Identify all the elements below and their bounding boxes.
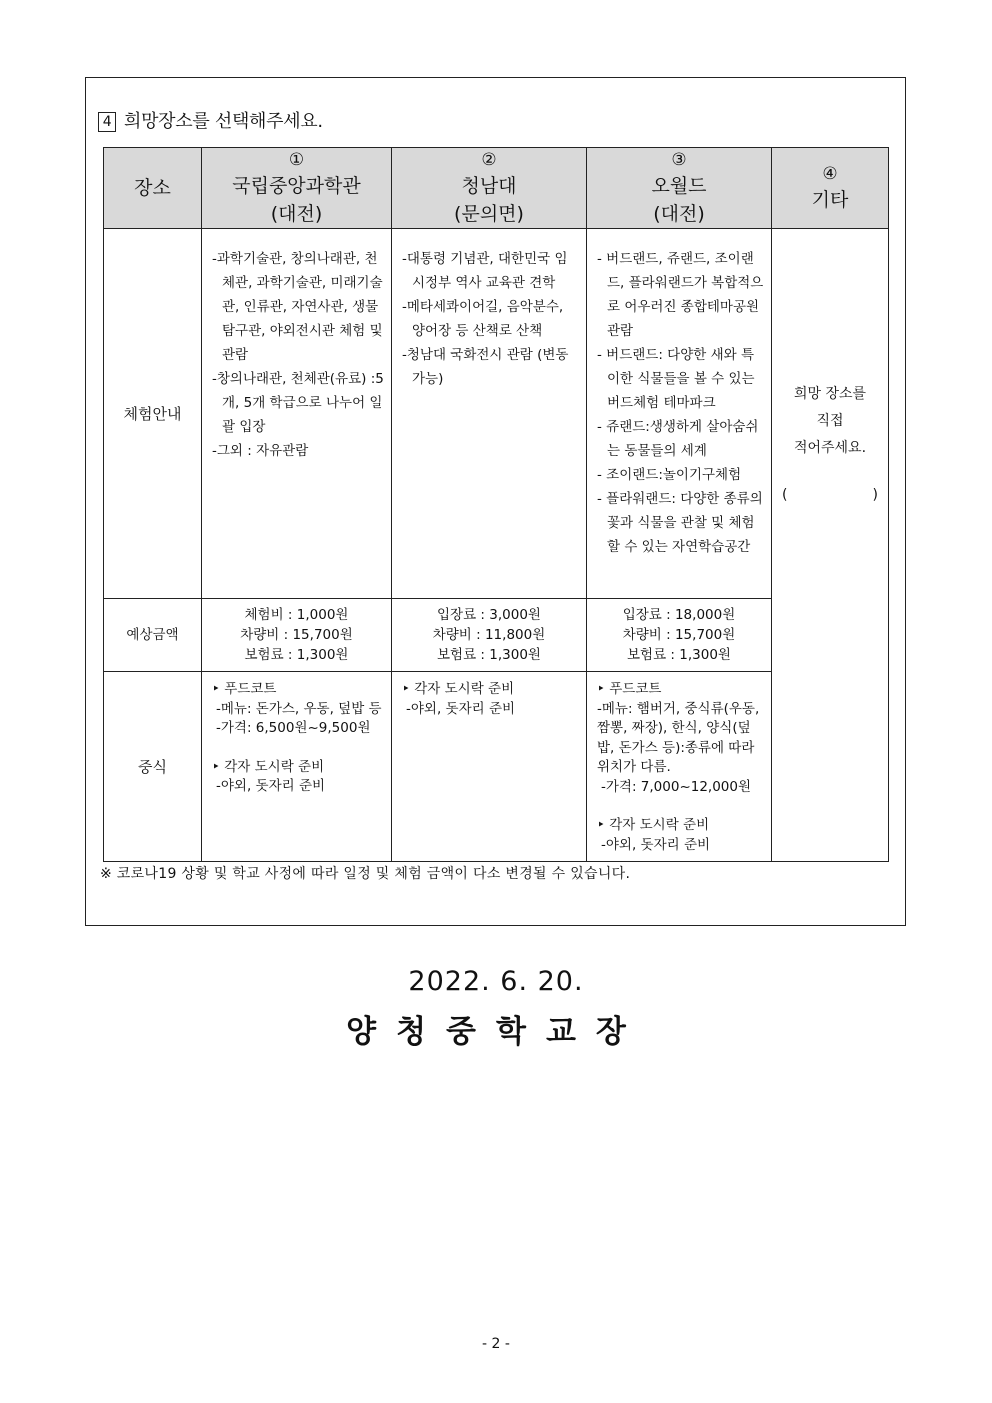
other-write-in-cell[interactable] [772,229,889,862]
lunch-box-note: -야외, 돗자리 준비 [216,778,326,794]
lunch-box: ‣ 각자 도시락 준비 [402,681,515,697]
option-name: 오월드 [651,175,707,197]
paren-close: ) [872,487,878,503]
header-place: 장소 [104,148,202,229]
guide-row [104,229,889,599]
fee-line: 입장료 : 3,000원 [437,607,541,623]
header-option-2[interactable] [392,148,587,229]
option-location: (대전) [270,203,323,225]
fee-option-1 [202,599,392,672]
option-number: ③ [671,150,687,170]
lunch-option-2 [392,672,587,862]
guide-item: -청남대 국화전시 관람 (변동 가능) [402,347,569,387]
question-text: 희망장소를 선택해주세요. [124,111,323,132]
guide-option-2 [392,229,587,599]
other-line: 적어주세요. [793,440,867,456]
header-row [104,148,889,229]
fee-option-2 [392,599,587,672]
option-location: (대전) [653,203,705,225]
fee-line: 차량비 : 11,800원 [432,627,546,643]
lunch-price: -가격: 7,000~12,000원 [601,778,752,795]
guide-item: -그외 : 자유관람 [212,443,309,459]
guide-option-1 [202,229,392,599]
paren-open: ( [782,487,788,503]
question-number: 4 [98,112,116,132]
lunch-option-3 [587,672,772,862]
fee-option-3 [587,599,772,672]
guide-item: -창의나래관, 천체관(유료) :5개, 5개 학급으로 나누어 일괄 입장 [212,371,384,435]
lunch-food-court: ‣ 푸드코트 [212,681,277,697]
guide-item: - 쥬랜드:생생하게 살아숨쉬는 동물들의 세계 [597,419,759,459]
option-number: ② [481,150,497,170]
header-option-4[interactable] [772,148,889,229]
lunch-menu: -메뉴: 햄버거, 중식류(우동, 짬뽕, 짜장), 한식, 양식(덮밥, 돈가스 등):종류에 따라 위치가 다름. [597,700,760,775]
issue-date: 2022. 6. 20. [408,966,584,997]
lunch-box: ‣ 각자 도시락 준비 [597,817,710,833]
principal-signature: 양청중학교장 [346,1014,646,1050]
other-line: 직접 [816,413,844,429]
option-name: 국립중앙과학관 [232,175,361,197]
fee-line: 차량비 : 15,700원 [240,627,353,643]
fee-line: 보험료 : 1,300원 [437,647,541,663]
option-location: (문의면) [454,203,524,225]
guide-item: -메타세콰이어길, 음악분수, 양어장 등 산책로 산책 [402,299,564,339]
lunch-food-court: ‣ 푸드코트 [597,681,662,697]
option-name: 기타 [811,189,849,211]
lunch-box: ‣ 각자 도시락 준비 [212,758,325,775]
lunch-price: -가격: 6,500원~9,500원 [216,720,371,736]
option-number: ④ [822,164,838,184]
fee-line: 보험료 : 1,300원 [244,647,349,663]
other-line: 희망 장소를 [793,386,867,402]
option-name: 청남대 [461,175,517,197]
fee-row [104,599,889,672]
guide-option-3 [587,229,772,599]
guide-item: -과학기술관, 창의나래관, 천체관, 과학기술관, 미래기술관, 인류관, 자연사관, 생물탐구관, 야외전시관 체험 및 관람 [212,251,383,363]
fee-line: 보험료 : 1,300원 [627,647,731,663]
guide-item: - 버드랜드: 다양한 새와 특이한 식물들을 볼 수 있는 버드체험 테마파크 [597,347,755,411]
page-number: - 2 - [482,1336,510,1352]
row-label-fee: 예상금액 [104,599,202,672]
place-table [103,147,889,862]
fee-line: 체험비 : 1,000원 [244,607,349,623]
question-heading [98,107,323,133]
guide-item: - 버드랜드, 쥬랜드, 조이랜드, 플라워랜드가 복합적으로 어우러진 종합테마공원 관람 [597,251,764,339]
write-in-field[interactable] [772,482,888,509]
guide-item: - 플라워랜드: 다양한 종류의 꽃과 식물을 관찰 및 체험할 수 있는 자연학습공간 [597,491,763,555]
lunch-menu: -메뉴: 돈가스, 우동, 덮밥 등 [216,700,382,717]
lunch-option-1 [202,672,392,862]
lunch-box-note: -야외, 돗자리 준비 [406,700,516,717]
fee-line: 입장료 : 18,000원 [622,607,736,623]
fee-line: 차량비 : 15,700원 [622,627,736,643]
covid-note: ※ 코로나19 상황 및 학교 사정에 따라 일정 및 체험 금액이 다소 변경될 수 있습니다. [100,866,631,882]
header-option-1[interactable] [202,148,392,229]
row-label-lunch: 중식 [104,672,202,862]
row-label-guide: 체험안내 [104,229,202,599]
lunch-box-note: -야외, 돗자리 준비 [601,836,711,853]
guide-item: -대통령 기념관, 대한민국 임시정부 역사 교육관 견학 [402,251,568,291]
guide-item: - 조이랜드:놀이기구체험 [597,467,742,483]
option-number: ① [288,150,305,170]
lunch-row [104,672,889,862]
header-option-3[interactable] [587,148,772,229]
